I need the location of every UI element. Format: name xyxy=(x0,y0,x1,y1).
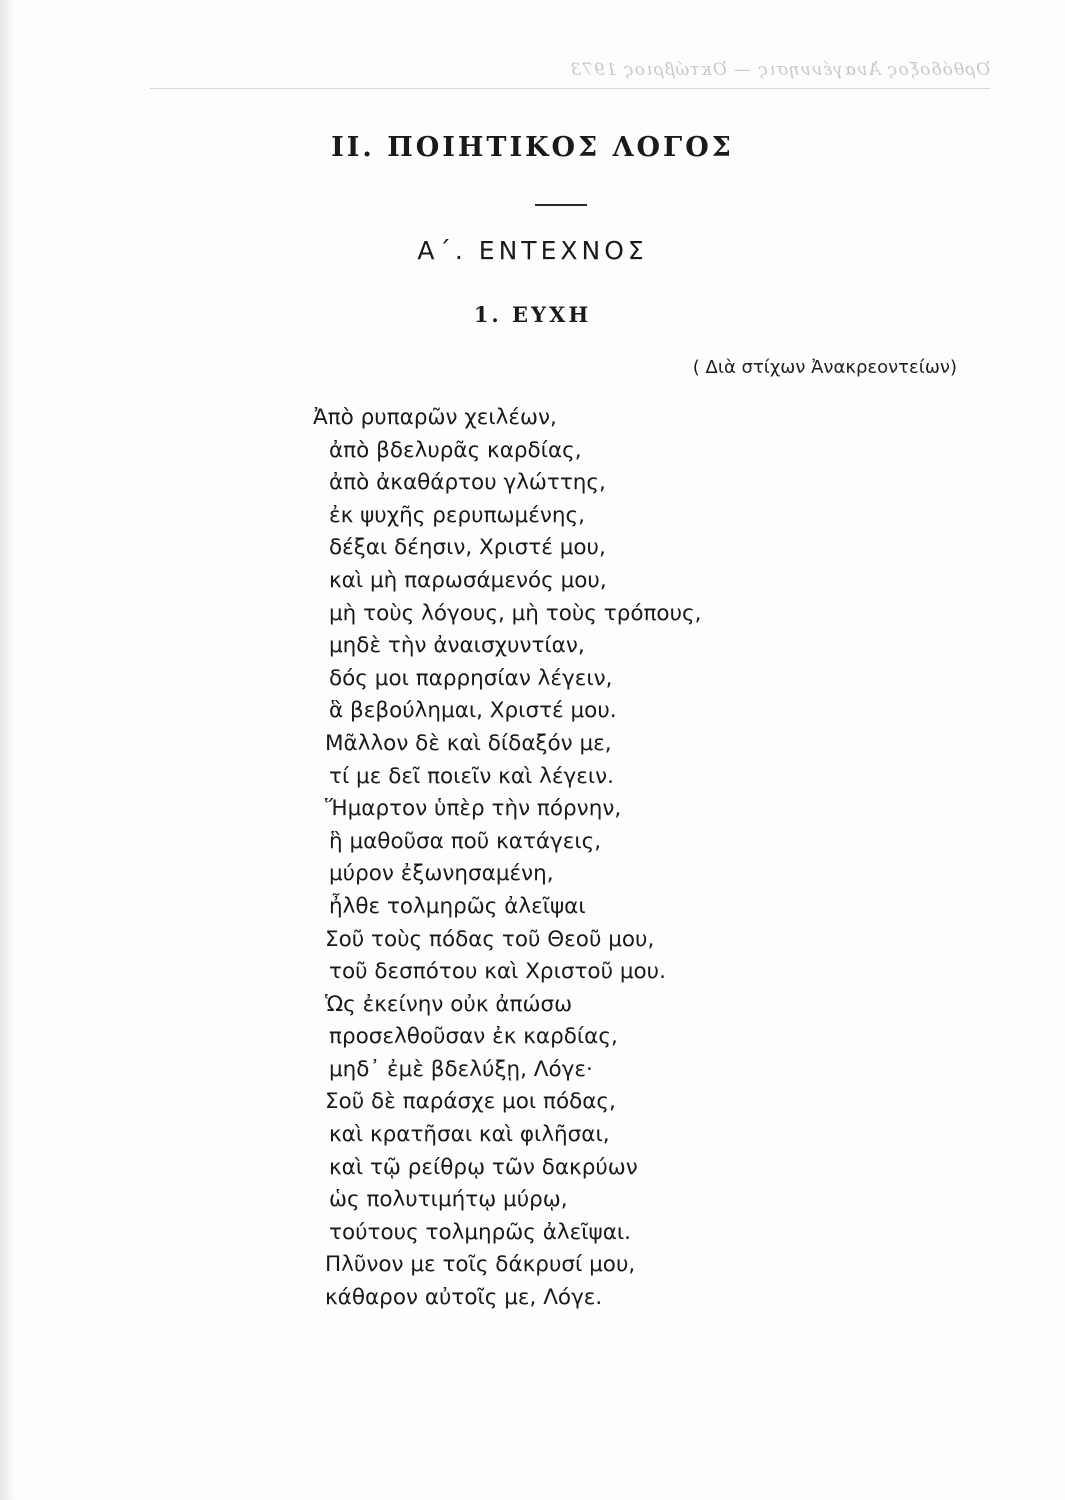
poem-line: Σοῦ δὲ παράσχε μοι πόδας, xyxy=(325,1089,616,1115)
poem-line: Ἥμαρτον ὑπὲρ τὴν πόρνην, xyxy=(325,796,622,822)
poem xyxy=(313,402,701,1315)
poem-line: ἦλθε τολμηρῶς ἀλεῖψαι xyxy=(329,893,586,919)
page-left-edge-shadow xyxy=(0,0,14,1500)
title-divider xyxy=(535,204,587,206)
poem-line: τοῦ δεσπότου καὶ Χριστοῦ μου. xyxy=(329,959,666,985)
poem-line: μηδ᾽ ἐμὲ βδελύξῃ, Λόγε· xyxy=(329,1056,593,1082)
poem-title: 1. ΕΥΧΗ xyxy=(473,302,592,327)
poem-line: ὡς πολυτιμήτῳ μύρῳ, xyxy=(329,1187,568,1213)
poem-line: τούτους τολμηρῶς ἀλεῖψαι. xyxy=(329,1219,632,1245)
poem-line: μηδὲ τὴν ἀναισχυντίαν, xyxy=(329,633,585,659)
poem-line: μὴ τοὺς λόγους, μὴ τοὺς τρόπους, xyxy=(329,600,702,626)
poem-line: Ἀπὸ ρυπαρῶν χειλέων, xyxy=(313,405,557,430)
meter-note: ( Διὰ στίχων Ἀνακρεοντείων) xyxy=(692,357,957,378)
poem-line: ἀπὸ ἀκαθάρτου γλώττης, xyxy=(329,470,606,496)
poem-line: Πλῦνον με τοῖς δάκρυσί μου, xyxy=(325,1252,636,1278)
subsection-title: Α΄. ΕΝΤΕΧΝΟΣ xyxy=(417,236,648,265)
bleedthrough-header-rule xyxy=(150,88,990,89)
poem-line: ἣ μαθοῦσα ποῦ κατάγεις, xyxy=(329,828,602,854)
poem-line: ἐκ ψυχῆς ρερυπωμένης, xyxy=(329,502,585,528)
poem-line: Μᾶλλον δὲ καὶ δίδαξόν με, xyxy=(325,730,612,756)
poem-line: τί με δεῖ ποιεῖν καὶ λέγειν. xyxy=(329,763,614,789)
poem-line: προσελθοῦσαν ἐκ καρδίας, xyxy=(329,1024,618,1050)
poem-line: ἀπὸ βδελυρᾶς καρδίας, xyxy=(329,437,582,463)
bleedthrough-running-header: Ὀρθόδοξος Ἀναγέννησις — Ὀκτώβριος 1973 xyxy=(569,60,990,80)
poem-line: μύρον ἐξωνησαμένη, xyxy=(329,861,554,887)
section-title: ΙΙ. ΠΟΙΗΤΙΚΟΣ ΛΟΓΟΣ xyxy=(331,132,734,163)
poem-line: καὶ κρατῆσαι καὶ φιλῆσαι, xyxy=(329,1122,610,1148)
poem-line: κάθαρον αὐτοῖς με, Λόγε. xyxy=(325,1285,603,1311)
poem-line: Ὡς ἐκείνην οὐκ ἀπώσω xyxy=(325,991,573,1017)
poem-line: ἃ βεβούλημαι, Χριστέ μου. xyxy=(329,698,617,724)
poem-line: Σοῦ τοὺς πόδας τοῦ Θεοῦ μου, xyxy=(325,926,655,952)
poem-line: δέξαι δέησιν, Χριστέ μου, xyxy=(329,535,606,561)
poem-line: καὶ τῷ ρείθρῳ τῶν δακρύων xyxy=(329,1154,638,1180)
poem-line: δός μοι παρρησίαν λέγειν, xyxy=(329,665,613,691)
poem-line: καὶ μὴ παρωσάμενός μου, xyxy=(329,567,607,593)
